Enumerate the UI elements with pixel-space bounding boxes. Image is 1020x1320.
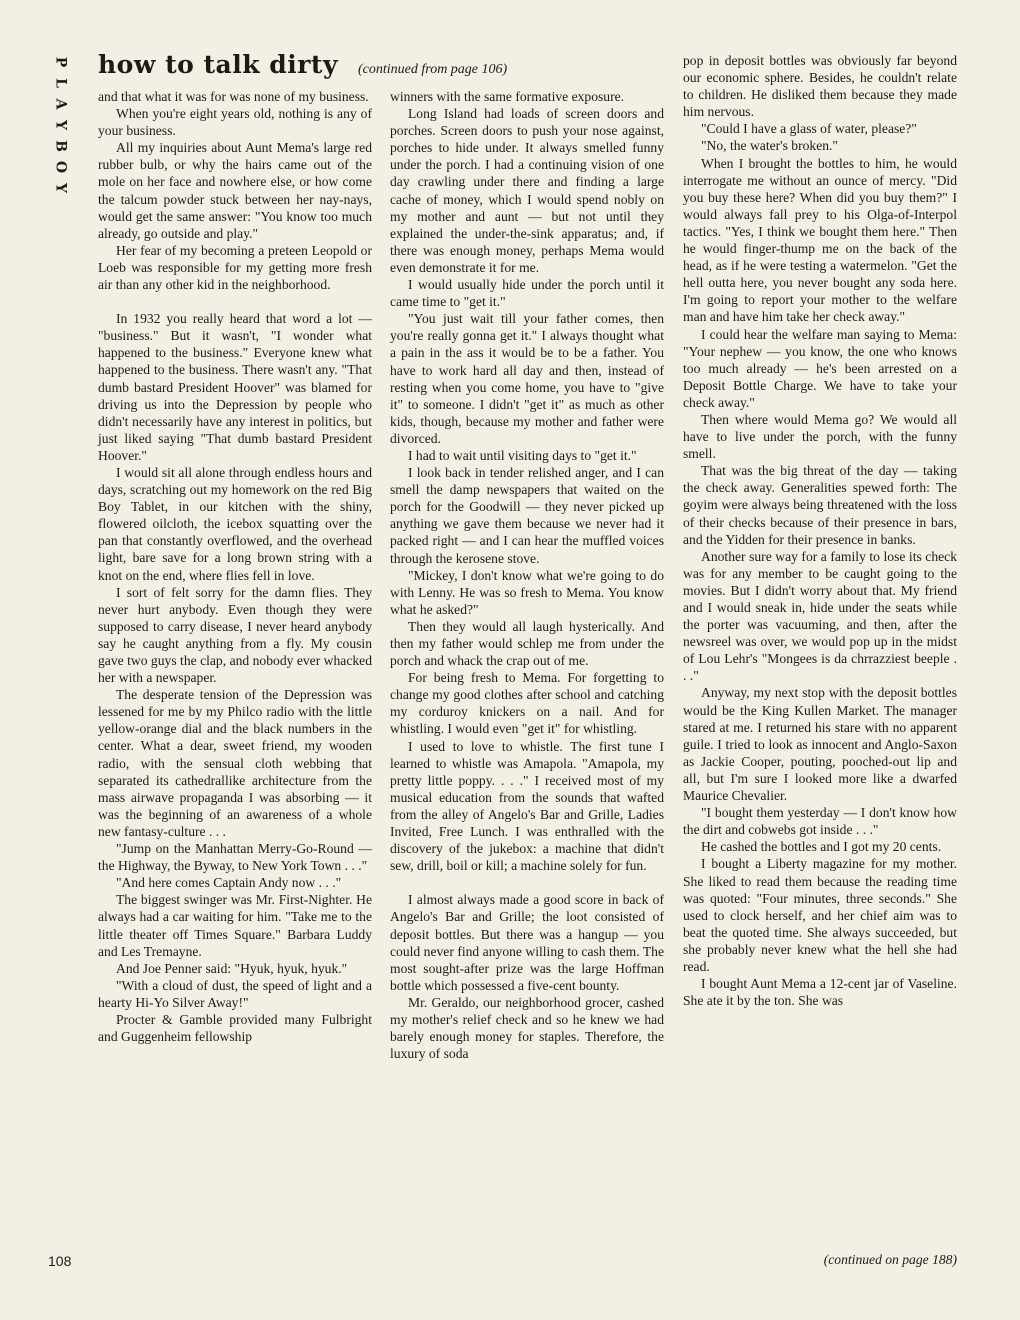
paragraph: I would usually hide under the porch until it came time to "get it." [390, 277, 664, 310]
paragraph: I look back in tender relished anger, and I can smell the damp newspapers that waited on the porch for the Goodwill — they never picked up anything we gave them because we never had it packed right — and I can hear the muffled voices through the kerosene stove. [390, 465, 664, 566]
magazine-name-vertical [50, 52, 70, 199]
paragraph: I bought Aunt Mema a 12-cent jar of Vaseline. She ate it by the ton. She was [683, 976, 957, 1009]
paragraph: Mr. Geraldo, our neighborhood grocer, cashed my mother's relief check and so he knew we had barely enough money for staples. Therefore, the luxury of soda [390, 994, 664, 1062]
paragraph: For being fresh to Mema. For forgetting to change my good clothes after school and catching my corduroy knickers on a nail. And for whistling. I would even "get it" for whistling. [390, 670, 664, 737]
text-column-3 [683, 52, 957, 1009]
magazine-letter: O [52, 160, 69, 175]
magazine-letter: L [52, 78, 69, 89]
magazine-letter: Y [52, 120, 69, 131]
paragraph: And Joe Penner said: "Hyuk, hyuk, hyuk." [116, 960, 348, 976]
section-break [390, 874, 664, 891]
paragraph: Her fear of my becoming a preteen Leopold or Loeb was responsible for my getting more fresh air than any other kid in the neighborhood. [98, 242, 372, 293]
paragraph: In 1932 you really heard that word a lot — "business." But it wasn't, "I wonder what happened to the business." Everyone knew what happened to the business. There wasn't any. "That dumb bastard President Hoover" was blamed for driving us into the Depression by people who didn't necessarily have any interest in politics, but just liked saying "That dumb bastard President Hoover." [98, 311, 372, 463]
paragraph: "Jump on the Manhattan Merry-Go-Round — the Highway, the Byway, to New York Town . . ." [98, 841, 372, 874]
paragraph: When you're eight years old, nothing is any of your business. [98, 106, 372, 139]
paragraph: pop in deposit bottles was obviously far beyond our economic sphere. Besides, he couldn't relate to children. He disliked them because they made him nervous. [683, 53, 957, 120]
paragraph: Then they would all laugh hysterically. And then my father would schlep me from under the porch and whack the crap out of me. [390, 618, 664, 669]
section-break [98, 293, 372, 310]
paragraph: "Could I have a glass of water, please?" [701, 121, 917, 137]
article-header [98, 50, 507, 84]
article-title: how to talk dirty [98, 50, 338, 79]
paragraph: I almost always made a good score in back of Angelo's Bar and Grille; the loot consisted of deposit bottles. But there was a hangup — you could never find anyone willing to cash them. The most sought-after prize was the large Hoffman bottle which possessed a five-cent bounty. [390, 892, 664, 993]
magazine-letter: Y [52, 183, 69, 194]
paragraph: I could hear the welfare man saying to Mema: "Your nephew — you know, the one who knows too much already — he's been arrested on a Deposit Bottle Charge. We have to take your check away." [683, 326, 957, 410]
magazine-letter: A [52, 98, 69, 111]
paragraph: Another sure way for a family to lose its check was for any member to be caught going to the movies. But I didn't worry about that. My friend and I would sneak in, hide under the seats while the porter was vacuuming, and then, after the newsreel was over, we would pop up in the midst of Lou Lehr's "Mongees is da chrrazziest beeple . . ." [683, 548, 957, 684]
paragraph: "No, the water's broken." [701, 138, 838, 154]
continued-from-note: (continued from page 106) [358, 62, 508, 77]
paragraph: and that what it was for was none of my business. [98, 89, 369, 104]
paragraph: Anyway, my next stop with the deposit bottles would be the King Kullen Market. The manager stared at me. I returned his stare with no apparent guile. I tried to look as innocent and Anglo-Saxon as Jackie Cooper, pouting, pooched-out lip and all, but I'm sure I looked more like a dwarfed Maurice Chevalier. [683, 685, 957, 804]
paragraph: Procter & Gamble provided many Fulbright and Guggenheim fellowship [98, 1011, 372, 1045]
paragraph: I sort of felt sorry for the damn flies. They never hurt anybody. Even though they were supposed to carry disease, I never heard anybody say he caught anything from a fly. My cousin gave two guys the clap, and nobody ever whacked her with a newspaper. [98, 584, 372, 686]
paragraph: I bought a Liberty magazine for my mother. She liked to read them because the reading time was quoted: "Four minutes, three seconds." She used to clock herself, and her chief aim was to beat the quoted time. She always succeeded, but she probably never knew what the hell she had read. [683, 856, 957, 974]
continued-on-note: (continued on page 188) [823, 1252, 957, 1267]
paragraph: When I brought the bottles to him, he would interrogate me without an ounce of mercy. "Did you buy these here? When did you buy them?" I would always fall prey to his Olga-of-Interpol tactics. "Yes, I think we bought them here." Then he would finger-thump me on the back of the head, as if he were testing a watermelon. "Get the hell outta here, you never bought any soda here. I'm going to report your mother to the welfare man and have him take her check away." [683, 155, 957, 325]
page-number: 108 [48, 1253, 72, 1269]
text-column-1 [98, 88, 372, 1045]
paragraph: All my inquiries about Aunt Mema's large red rubber bulb, or why the hairs came out of the mole on her face and nowhere else, or how come the talcum powder stuck between her nay-nays, would get the same answer: "You know too much already, go outside and play." [98, 140, 372, 241]
paragraph: I used to love to whistle. The first tune I learned to whistle was Amapola. "Amapola, my pretty little poppy. . . ." I received most of my musical education from the sounds that wafted from the alley of Angelo's Bar and Grille, Ladies Invited, Free Lunch. I was enthralled with the discovery of the jukebox: a machine that didn't sew, drill, boil or kill; a machine solely for fun. [390, 738, 664, 874]
paragraph: "Mickey, I don't know what we're going to do with Lenny. He was so fresh to Mema. You know what he asked?" [390, 567, 664, 617]
paragraph: "With a cloud of dust, the speed of light and a hearty Hi-Yo Silver Away!" [98, 977, 372, 1010]
paragraph: "You just wait till your father comes, then you're really gonna get it." I always thought what a pain in the ass it would be to be a father. You have to work hard all day and then, instead of resting when you come home, you have to "give it" to someone. I didn't "get it" as much as other kids, though, because my mother and father were divorced. [390, 311, 664, 446]
magazine-letter: B [52, 140, 69, 153]
paragraph: I had to wait until visiting days to "get it." [408, 447, 637, 463]
paragraph: The desperate tension of the Depression was lessened for me by my Philco radio with the little yellow-orange dial and the black numbers in the center. What a dear, sweet friend, my wooden radio, with the sensual cloth webbing that separated its cathedrallike architecture from the mass airwave propaganda I was absorbing — it was the beginning of an awareness of a whole new fantasy-culture . . . [98, 687, 372, 839]
paragraph: He cashed the bottles and I got my 20 cents. [701, 839, 942, 855]
text-column-2 [390, 88, 664, 1062]
paragraph: Long Island had loads of screen doors and porches. Screen doors to push your nose against, porches to hide under. It always smelled funny under the porch. I had a continuing vision of one day crawling under there and finding a large cache of money, which I would spend nobly on my mother and aunt — but not until they explained the under-the-sink apparatus; and, if there was enough money, perhaps Mema would even demonstrate it for me. [390, 106, 664, 275]
paragraph: "And here comes Captain Andy now . . ." [116, 875, 342, 891]
paragraph: "I bought them yesterday — I don't know how the dirt and cobwebs got inside . . ." [683, 805, 957, 838]
paragraph: That was the big threat of the day — taking the check away. Generalities spewed forth: The goyim were always being threatened with the loss of their checks because of their presence in bars, and the Yidden for their presence in banks. [683, 463, 957, 547]
paragraph: Then where would Mema go? We would all have to live under the porch, with the funny smell. [683, 411, 957, 462]
magazine-letter: P [52, 56, 69, 69]
paragraph: The biggest swinger was Mr. First-Nighter. He always had a car waiting for him. "Take me to the little theater off Times Square." Barbara Luddy and Les Tremayne. [98, 892, 372, 959]
paragraph: I would sit all alone through endless hours and days, scratching out my homework on the red Big Boy Tablet, in our kitchen with the shiny, flowered oilcloth, the icebox squatting over the pan that constantly overflowed, and the overhead light, bare save for a long brown string with a knot on the end, where flies fell in love. [98, 464, 372, 583]
paragraph: winners with the same formative exposure. [390, 89, 625, 104]
